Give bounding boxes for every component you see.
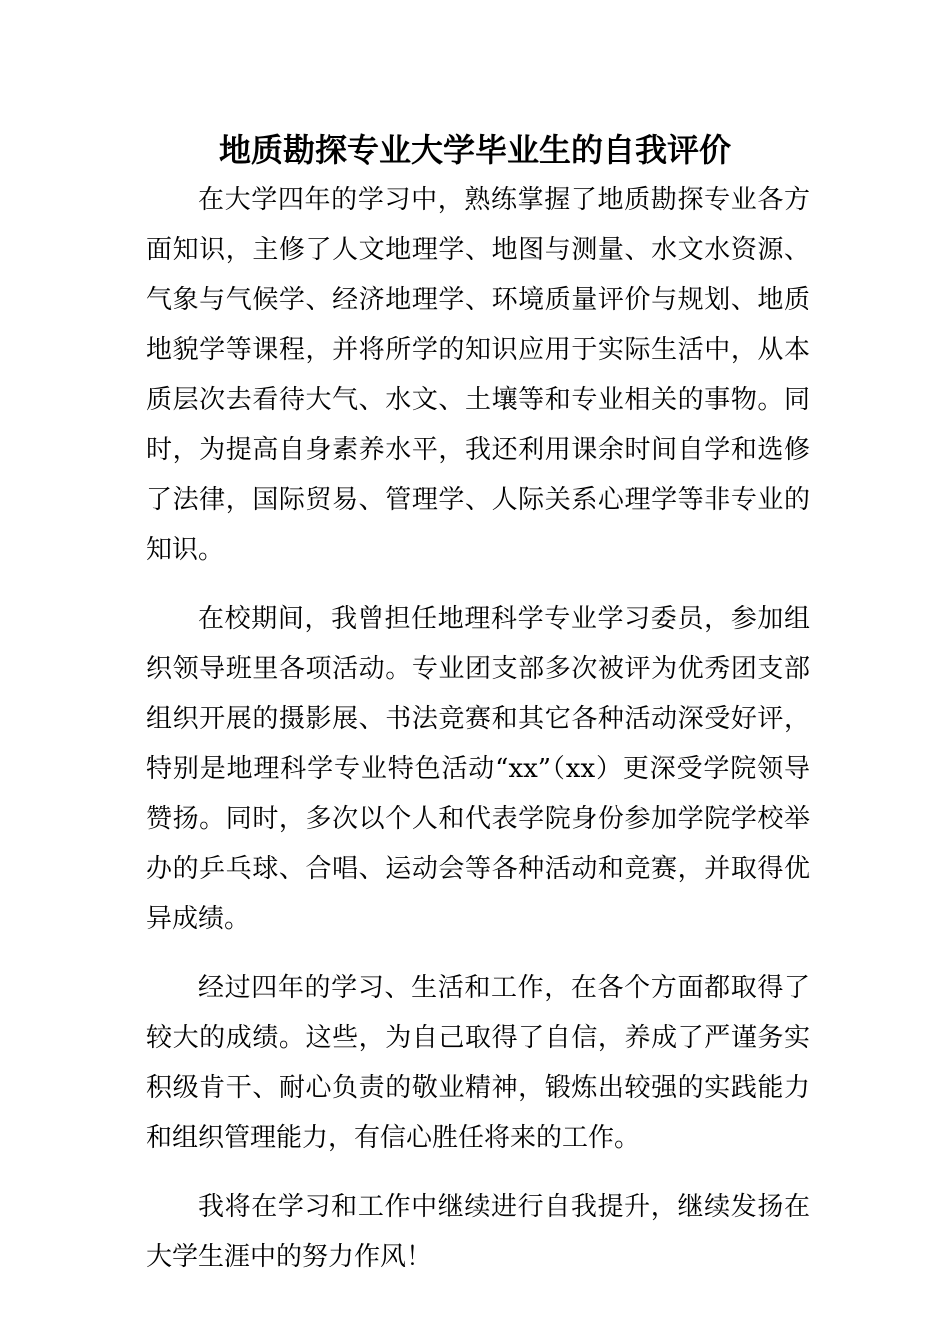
paragraph-campus-activities: 在校期间，我曾担任地理科学专业学习委员，参加组织领导班里各项活动。专业团支部多次被评为优秀团支部组织开展的摄影展、书法竞赛和其它各种活动深受好评，特别是地理科学专业特色活动“xx”（xx）更深受学院领导赞扬。同时，多次以个人和代表学院身份参加学院学校举办的乒乓球、合唱、运动会等各种活动和竞赛，并取得优异成绩。 <box>146 604 810 934</box>
document-title: 地质勘探专业大学毕业生的自我评价 <box>218 131 731 169</box>
paragraph-closing: 我将在学习和工作中继续进行自我提升，继续发扬在大学生涯中的努力作风！ <box>146 1192 810 1272</box>
paragraph-achievements: 经过四年的学习、生活和工作，在各个方面都取得了较大的成绩。这些，为自己取得了自信，养成了严谨务实积级肯干、耐心负责的敬业精神，锻炼出较强的实践能力和组织管理能力，有信心胜任将来的工作。 <box>146 973 810 1153</box>
paragraph-study: 在大学四年的学习中，熟练掌握了地质勘探专业各方面知识，主修了人文地理学、地图与测量、水文水资源、气象与气候学、经济地理学、环境质量评价与规划、地质地貌学等课程，并将所学的知识应用于实际生活中，从本质层次去看待大气、水文、土壤等和专业相关的事物。同时，为提高自身素养水平，我还利用课余时间自学和选修了法律，国际贸易、管理学、人际关系心理学等非专业的知识。 <box>146 185 810 565</box>
document-body <box>146 175 810 1301</box>
